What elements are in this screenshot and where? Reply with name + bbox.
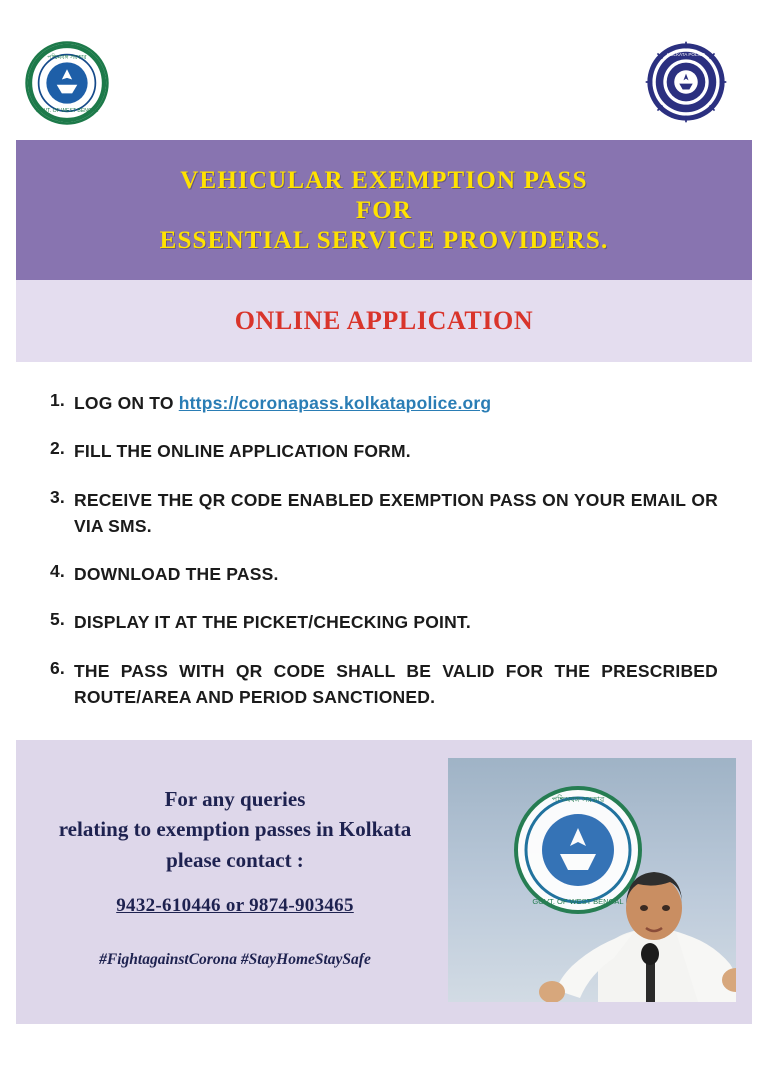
step-number: 6. — [50, 657, 65, 678]
title-line-2: FOR — [355, 197, 413, 224]
step-text: THE PASS WITH QR CODE SHALL BE VALID FOR THE PRESCRIBED ROUTE/AREA AND PERIOD SANCTIONED. — [74, 660, 718, 707]
svg-text:পশ্চিমবঙ্গ সরকার: পশ্চিমবঙ্গ সরকার — [551, 795, 605, 804]
instructions-list — [16, 362, 752, 740]
list-item — [50, 561, 718, 587]
coronapass-link[interactable]: https://coronapass.kolkatapolice.org — [178, 393, 492, 413]
step-text-prefix: LOG ON TO — [74, 393, 179, 413]
svg-text:GOVT. OF WEST BENGAL: GOVT. OF WEST BENGAL — [35, 108, 99, 115]
step-text: FILL THE ONLINE APPLICATION FORM. — [74, 441, 411, 462]
footer-contact-band — [16, 740, 752, 1024]
contact-block — [32, 758, 438, 1002]
step-number: 4. — [50, 561, 65, 581]
kolkata-police-emblem — [644, 40, 728, 124]
step-text: DISPLAY IT AT THE PICKET/CHECKING POINT. — [74, 612, 471, 633]
west-bengal-government-emblem — [24, 40, 110, 126]
step-number: 3. — [50, 486, 65, 507]
step-number: 2. — [50, 438, 65, 459]
step-text: RECEIVE THE QR CODE ENABLED EXEMPTION PASS ON YOUR EMAIL OR VIA SMS. — [74, 489, 718, 536]
step-text — [74, 390, 718, 416]
list-item — [50, 487, 718, 540]
list-item — [50, 609, 718, 635]
subtitle-text: ONLINE APPLICATION — [234, 306, 534, 335]
step-text: DOWNLOAD THE PASS. — [74, 564, 279, 584]
list-item — [50, 438, 718, 464]
queries-line-3: please contact : — [166, 847, 304, 872]
queries-line-2: relating to exemption passes in Kolkata — [58, 817, 412, 842]
title-line-3: ESSENTIAL SERVICE PROVIDERS. — [159, 227, 609, 254]
svg-text:GOVT. OF WEST BENGAL: GOVT. OF WEST BENGAL — [532, 897, 624, 906]
svg-text:KOLKATA POLICE: KOLKATA POLICE — [666, 51, 706, 57]
subtitle-band — [16, 280, 752, 362]
chief-minister-press-photo — [448, 758, 736, 1002]
contact-phone-numbers: 9432-610446 or 9874-903465 — [116, 895, 354, 917]
list-item — [50, 390, 718, 416]
list-item — [50, 658, 718, 711]
campaign-hashtags: #FightagainstCorona #StayHomeStaySafe — [99, 951, 371, 969]
poster-title-band — [16, 140, 752, 280]
title-line-1: VEHICULAR EXEMPTION PASS — [180, 167, 588, 194]
header — [0, 0, 768, 140]
photo-container — [448, 758, 736, 1002]
step-number: 5. — [50, 609, 65, 630]
svg-text:পশ্চিমবঙ্গ সরকার: পশ্চিমবঙ্গ সরকার — [47, 54, 87, 61]
queries-line-1: For any queries — [164, 787, 306, 811]
step-number: 1. — [50, 390, 65, 410]
